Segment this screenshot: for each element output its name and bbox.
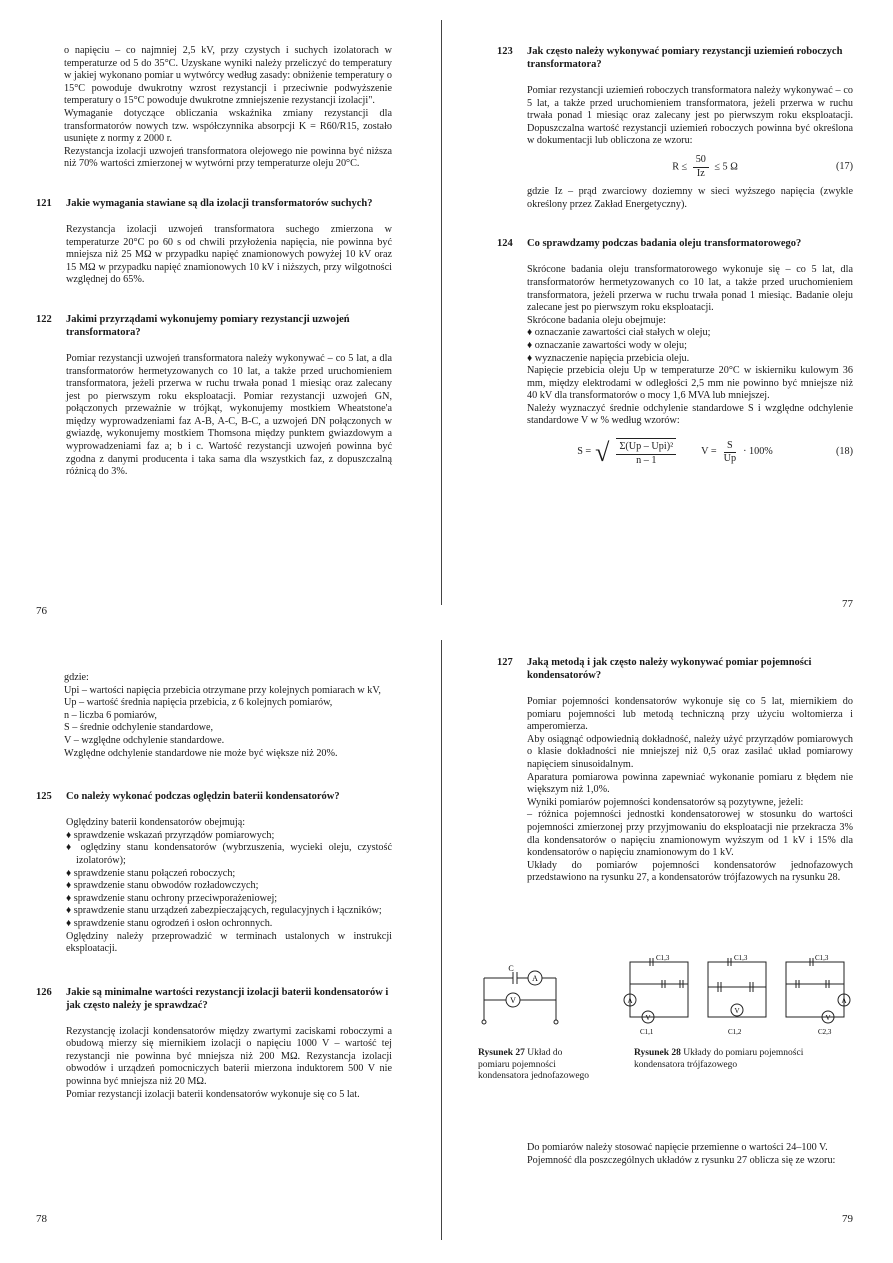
- figure-27-caption-text: Układ do pomiaru pojemności kondensatora jednofazowego: [478, 1048, 590, 1081]
- figure-28-circuits: [610, 952, 855, 1044]
- q125-bullet: ♦ sprawdzenie stanu urządzeń zabezpieczających, regulacyjnych i łączników;: [66, 905, 382, 917]
- figure-27-label: Rysunek 27: [478, 1048, 525, 1058]
- page-79-after-figures: [527, 1142, 853, 1167]
- definition-item: Upi – wartości napięcia przebicia otrzymane przy kolejnych pomiarach w kV,: [64, 684, 381, 696]
- equation-18: [527, 438, 853, 467]
- eq18-pct: · 100%: [743, 446, 773, 458]
- eq17-number: (17): [836, 160, 853, 172]
- question-123-heading: [497, 45, 853, 71]
- sqrt-icon: √: [595, 437, 610, 467]
- figure-27-circuit: [478, 960, 568, 1040]
- question-127-heading: [497, 656, 853, 682]
- v-label: V: [645, 1014, 651, 1022]
- q124-para-2: Skrócone badania oleju obejmuje:: [527, 314, 666, 326]
- p76-intro-3: Rezystancja izolacji uzwojeń transformatora olejowego nie powinna być niższa niż 70% wartości zmierzonej w wytwórni przy temperaturze oleju 20°C.: [64, 145, 392, 170]
- question-126-heading: [36, 986, 392, 1012]
- question-number: 124: [497, 238, 513, 250]
- question-number: 122: [36, 313, 52, 325]
- q124-bullet: ♦ oznaczanie zawartości wody w oleju;: [527, 339, 687, 351]
- q127-para-3: Aparatura pomiarowa powinna zapewniać wykonanie pomiaru z błędem nie większym niż 1,0%.: [527, 771, 853, 796]
- q124-para-4: Należy wyznaczyć średnie odchylenie standardowe S i względne odchylenie standardowe V w % według wzorów:: [527, 402, 853, 427]
- q124-bullet: ♦ oznaczanie zawartości ciał stałych w oleju;: [527, 327, 711, 339]
- eq18-number: (18): [836, 446, 853, 458]
- question-title: Jakie są minimalne wartości rezystancji izolacji baterii kondensatorów i jak często należy je sprawdzać?: [66, 986, 389, 1011]
- ammeter-label: A: [532, 974, 538, 983]
- gdzie-label: gdzie:: [64, 672, 89, 683]
- a-label: A: [841, 997, 847, 1005]
- q124-para-3: Napięcie przebicia oleju Up w temperaturze 20°C w iskierniku kulowym 36 mm, między elektrodami w odległości 2,5 mm nie powinno być mniejsze niż 40 kV dla transformatorów o mocy 1,6 MVA lub mniejszej.: [527, 365, 853, 402]
- page-77: [497, 45, 853, 467]
- q124-para-1: Skrócone badania oleju transformatorowego wykonuje się – co 5 lat, dla transformatorów hermetyzowanych co 10 lat, a także przed uruchomieniem transformatora, jeżeli przerwa w ruchu trwała ponad 1 miesiąc. Badanie oleju zalecane jest po pierwszym roku eksploatacji.: [527, 264, 853, 314]
- page-76: [36, 45, 392, 479]
- question-124-heading: [497, 237, 853, 250]
- q124-bullet: ♦ wyznaczenie napięcia przebicia oleju.: [527, 352, 690, 364]
- c13-label: C1,3: [815, 954, 829, 962]
- question-125-heading: [36, 790, 392, 803]
- after-figures-para-1: Do pomiarów należy stosować napięcie przemienne o wartości 24–100 V.: [527, 1142, 828, 1153]
- eq18-vden: Up: [723, 453, 737, 465]
- c23-label: C2,3: [818, 1028, 832, 1036]
- question-title: Jakimi przyrządami wykonujemy pomiary rezystancji uzwojeń transformatora?: [66, 313, 350, 338]
- question-number: 127: [497, 657, 513, 668]
- question-title: Co należy wykonać podczas oględzin baterii kondensatorów?: [66, 791, 340, 803]
- v-label: V: [734, 1007, 740, 1015]
- c13-label: C1,3: [656, 954, 670, 962]
- definition-item: n – liczba 6 pomiarów,: [64, 709, 157, 721]
- v-label: V: [825, 1014, 831, 1022]
- eq17-denominator: Iz: [696, 167, 705, 179]
- center-divider-top: [441, 20, 442, 605]
- eq18-vnum: S: [724, 440, 736, 454]
- question-number: 126: [36, 986, 52, 998]
- q127-para-6: Układy do pomiarów pojemności kondensatorów jednofazowych przedstawiono na rysunku 27, a kondensatorów trójfazowych na rysunku 28.: [527, 859, 853, 884]
- question-title: Jak często należy wykonywać pomiary rezystancji uziemień roboczych transformatora?: [527, 46, 843, 70]
- page-number-79: 79: [842, 1213, 853, 1225]
- eq18-sum: Σ(Up – Upi)²: [616, 441, 676, 455]
- eq17-lhs: R ≤: [672, 161, 688, 173]
- question-title: Jakie wymagania stawiane są dla izolacji transformatorów suchych?: [66, 197, 373, 209]
- q126-para-2: Pomiar rezystancji izolacji baterii kondensatorów wykonuje się co 5 lat.: [66, 1088, 360, 1100]
- page-number-76: 76: [36, 605, 47, 617]
- q127-para-2: Aby osiągnąć odpowiednią dokładność, należy użyć przyrządów pomiarowych o klasie dokładności nie mniejszej niż 0,5 oraz zasilać układ pomiarowy napięciem sinusoidalnym.: [527, 733, 853, 770]
- q125-bullet: ♦ sprawdzenie stanu ogrodzeń i osłon ochronnych.: [66, 917, 273, 929]
- capacitor-label: C: [508, 964, 514, 973]
- figure-27-caption: [478, 1048, 594, 1083]
- c12-label: C1,2: [728, 1028, 742, 1036]
- eq18-s: S =: [577, 446, 592, 458]
- c11-label: C1,1: [640, 1028, 654, 1036]
- q125-bullet: ♦ sprawdzenie stanu obwodów rozładowczych;: [66, 880, 259, 892]
- eq18-v: V =: [701, 446, 717, 458]
- definitions-end: Względne odchylenie standardowe nie może być większe niż 20%.: [64, 747, 338, 759]
- definition-item: V – względne odchylenie standardowe.: [64, 734, 225, 746]
- center-divider-bottom: [441, 640, 442, 1240]
- page-number-78: 78: [36, 1213, 47, 1225]
- question-123-after: gdzie Iz – prąd zwarciowy doziemny w sieci wyższego napięcia (zwykle określony przez Zakład Energetyczny).: [527, 186, 853, 210]
- definition-item: Up – wartość średnia napięcia przebicia, z 6 kolejnych pomiarów,: [64, 697, 333, 709]
- p76-intro-2: Wymaganie dotyczące obliczania wskaźnika zmiany rezystancji dla transformatorów nowych tzw. współczynnika absorpcji K = R60/R15, zostało usunięte z normy z 2000 r.: [64, 107, 392, 145]
- q125-bullet: ♦ sprawdzenie stanu ochrony przeciwporażeniowej;: [66, 892, 278, 904]
- q127-para-5: – różnica pojemności jednostki kondensatorowej w stosunku do wartości pojemności zmierzonej przy przyjmowaniu do eksploatacji nie przekracza 3% dla kondensatorów o napięciu znamionowym wyższym od 1 kV i 15% dla kondensatorów o napięciu znamionowym do 1 kV.: [527, 809, 853, 859]
- c13-label: C1,3: [734, 954, 748, 962]
- figure-28-caption-text: Układy do pomiaru pojemności kondensatora trójfazowego: [634, 1048, 804, 1070]
- eq17-numerator: 50: [693, 154, 709, 168]
- after-figures-para-2: Pojemność dla poszczególnych układów z rysunku 27 oblicza się ze wzoru:: [527, 1154, 836, 1166]
- q125-end: Oględziny należy przeprowadzić w terminach ustalonych w instrukcji eksploatacji.: [66, 930, 392, 955]
- question-121-heading: [36, 197, 392, 210]
- delta-frame: [630, 962, 688, 1017]
- q127-para-1: Pomiar pojemności kondensatorów wykonuje się co 5 lat, miernikiem do pomiaru pojemności lub metodą techniczną przy użyciu woltomierza i amperomierza.: [527, 696, 853, 733]
- q125-bullet: ♦ sprawdzenie wskazań przyrządów pomiarowych;: [66, 829, 275, 841]
- p76-intro-1: o napięciu – co najmniej 2,5 kV, przy czystych i suchych izolatorach w temperaturze od 5 do 35°C. Uzyskane wyniki należy przeliczyć do temperatury w jakiej wykonano pomiar u wytwórcy według zasady: obniżenie temperatury o 15°C powoduje dwukrotny wzrost rezystancji i przeciwnie podwyższenie temperatury o 15°C powoduje dwukrotne zmniejszenie rezystancji izolacji".: [64, 45, 392, 107]
- eq17-rhs: ≤ 5 Ω: [714, 161, 738, 173]
- question-number: 125: [36, 791, 52, 803]
- q125-intro: Oględziny baterii kondensatorów obejmują:: [66, 817, 246, 829]
- page-78: [36, 672, 392, 1101]
- eq18-n: n – 1: [636, 454, 657, 466]
- page-79: [497, 656, 853, 885]
- figure-28-label: Rysunek 28: [634, 1048, 681, 1058]
- definition-item: S – średnie odchylenie standardowe,: [64, 722, 214, 734]
- question-title: Jaką metodą i jak często należy wykonywać pomiar pojemności kondensatorów?: [527, 657, 812, 681]
- question-number: 121: [36, 197, 52, 209]
- question-number: 123: [497, 46, 513, 57]
- equation-17: [527, 154, 853, 180]
- a-label: A: [627, 997, 633, 1005]
- question-122-body: Pomiar rezystancji uzwojeń transformatora należy wykonywać – co 5 lat, a dla transformatorów hermetyzowanych co 10 lat, a także przed uruchomieniem transformatora, jeżeli przerwa w ruchu trwała ponad 1 miesiąc oraz zalecany jest po pierwszym roku eksploatacji. Pomiar rezystancji uzwojeń GN, połączonych przeważnie w trójkąt, wykonujemy mostkiem Wheatstone'a między wyprowadzeniami faz A-B, A-C, B-C, a uzwojeń DN połączonych w gwiazdę, wykonujemy mostkiem Thomsona między punktem gwiazdowym a wyprowadzeniami faz a; b i c. Wartość rezystancji uzwojeń powinna być zgodna z danymi producenta i taka sama dla wszystkich faz, z dopuszczalną różnicą do 3%.: [66, 352, 392, 478]
- figure-28-caption: [634, 1048, 854, 1071]
- q125-bullet: ♦ sprawdzenie stanu połączeń roboczych;: [66, 867, 236, 879]
- question-122-heading: [36, 313, 392, 339]
- q125-bullet: ♦ oględziny stanu kondensatorów (wybrzuszenia, wycieki oleju, czystość izolatorów);: [66, 842, 392, 866]
- q127-para-4: Wyniki pomiarów pojemności kondensatorów są pozytywne, jeżeli:: [527, 796, 804, 808]
- q126-para-1: Rezystancję izolacji kondensatorów między zwartymi zaciskami roboczymi a obudową mierzy się miernikiem izolacji o napięciu 1000 V – wartość tej rezystancji nie powinna być mniejsza niż 200 MΩ. Rezystancja izolacji obwodów i urządzeń pomocniczych baterii mierzona induktorem 500 V nie powinna być mniejsza niż 20 MΩ.: [66, 1025, 392, 1088]
- question-123-body: Pomiar rezystancji uziemień roboczych transformatora należy wykonywać – co 5 lat, a także przed uruchomieniem transformatora, jeżeli przerwa w ruchu trwała ponad 1 miesiąc oraz zalecany jest po pierwszym roku eksploatacji. Dopuszczalna wartość rezystancji uziemień roboczych powinna być określona w dokumentacji lub obliczona ze wzoru:: [527, 85, 853, 147]
- question-121-body: Rezystancja izolacji uzwojeń transformatora suchego zmierzona w temperaturze 20°C po 60 s od chwili przyłożenia napięcia, nie powinna być mniejsza niż 25 MΩ w przypadku napięć znamionowych powyżej 10 kV oraz 15 MΩ w przypadku napięć znamionowych 10 kV i niższych, przy wilgotności względnej do 65%.: [66, 223, 392, 286]
- page-number-77: 77: [842, 598, 853, 610]
- voltmeter-label: V: [510, 996, 516, 1005]
- question-title: Co sprawdzamy podczas badania oleju transformatorowego?: [527, 238, 802, 250]
